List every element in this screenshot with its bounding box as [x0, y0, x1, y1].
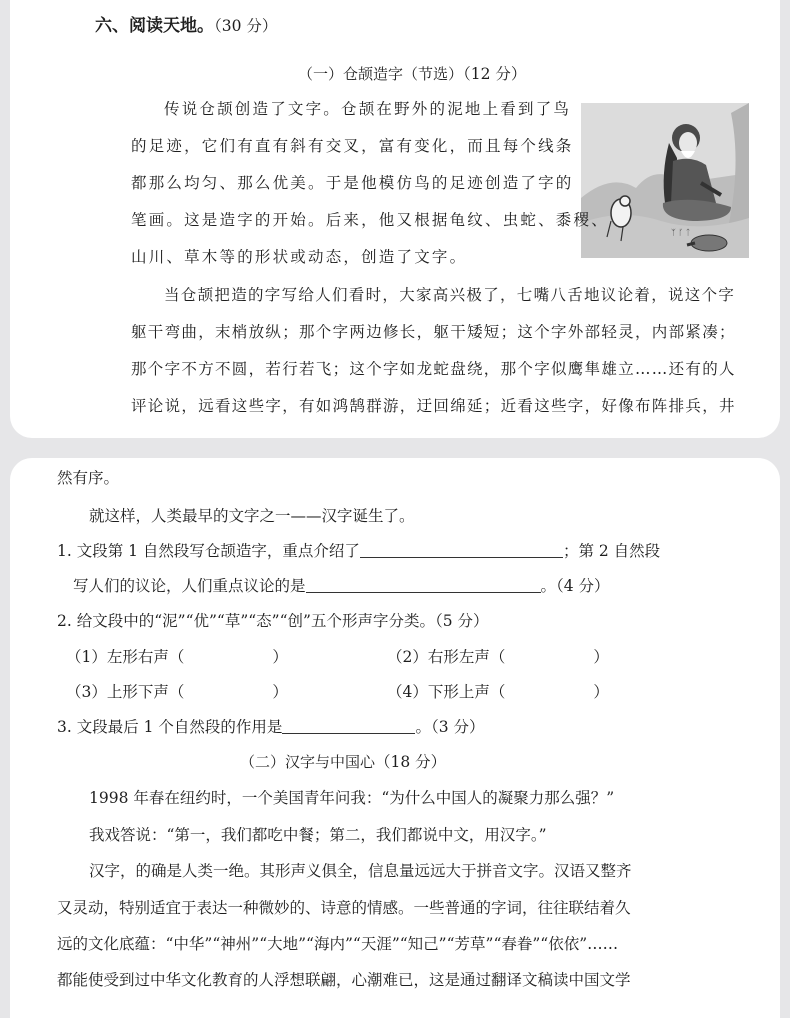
question-1-line-2 — [73, 576, 610, 596]
section-score: （30 分） — [214, 17, 278, 35]
passage2-line-6: 都能使受到过中华文化教育的人浮想联翩，心潮难已，这是通过翻译文稿读中国文学 — [57, 971, 631, 989]
option-2-close: ） — [593, 648, 609, 666]
passage2-score: （18 分） — [375, 753, 447, 771]
passage2-line-1: 1998 年春在纽约时，一个美国青年问我：“为什么中国人的凝聚力那么强？” — [89, 789, 615, 807]
p1-line-5: 山川、草木等的形状或动态，创造了文字。 — [131, 248, 468, 266]
p2-line-1: 当仓颉把造的字写给人们看时，大家高兴极了，七嘴八舌地议论着，说这个字 — [164, 286, 736, 304]
answer-slot-2-1[interactable] — [184, 648, 272, 664]
question-2-option-2 — [387, 647, 609, 667]
p1-line-2: 的足迹，它们有直有斜有交叉，富有变化，而且每个线条 — [131, 137, 574, 155]
passage2-title: （二）汉字与中国心 — [240, 753, 376, 771]
question-3-score: 。（3 分） — [415, 718, 485, 736]
answer-slot-2-3[interactable] — [184, 683, 272, 699]
svg-text:ᛉ ᚴ ᛏ: ᛉ ᚴ ᛏ — [671, 228, 691, 237]
answer-slot-2-2[interactable] — [505, 648, 593, 664]
question-1-line-1 — [57, 541, 660, 561]
answer-blank-1b[interactable] — [306, 576, 541, 593]
question-3-line — [57, 717, 484, 737]
p2-line-2: 躯干弯曲，末梢放纵；那个字两边修长，躯干矮短；这个字外部轻灵，内部紧凑； — [131, 323, 736, 341]
option-4-label: （4）下形上声（ — [387, 683, 506, 701]
p2-line-4: 评论说，远看这些字，有如鸿鹄群游，迂回绵延；近看这些字，好像布阵排兵，井 — [131, 397, 736, 415]
passage1-score: （12 分） — [463, 65, 527, 83]
passage2-line-2: 我戏答说：“第一，我们都吃中餐；第二，我们都说中文，用汉字。” — [89, 826, 547, 844]
option-1-close: ） — [272, 648, 288, 666]
section-title: 六、阅读天地。 — [95, 16, 214, 36]
p1-line-4: 笔画。这是造字的开始。后来，他又根据龟纹、虫蛇、黍稷、 — [131, 211, 609, 229]
question-1-text-b: ；第 2 自然段 — [562, 542, 661, 560]
passage1-heading — [298, 64, 526, 84]
question-2-option-3 — [66, 682, 288, 702]
question-2-option-4 — [387, 682, 609, 702]
passage2-line-5: 远的文化底蕴：“中华”“神州”“大地”“海内”“天涯”“知己”“芳草”“春眷”“依依”…… — [57, 935, 619, 953]
answer-slot-2-4[interactable] — [505, 683, 593, 699]
question-1-score: 。（4 分） — [540, 577, 610, 595]
cangjie-illustration — [581, 103, 749, 258]
question-2-option-1 — [66, 647, 288, 667]
p2-line-5: 然有序。 — [57, 469, 120, 487]
p3-line: 就这样，人类最早的文字之一——汉字诞生了。 — [89, 507, 415, 525]
option-1-label: （1）左形右声（ — [66, 648, 185, 666]
p1-line-3: 都那么均匀、那么优美。于是他模仿鸟的足迹创造了字的 — [131, 174, 574, 192]
passage2-line-4: 又灵动，特别适宜于表达一种微妙的、诗意的情感。一些普通的字词，往往联结着久 — [57, 899, 631, 917]
p1-line-1: 传说仓颉创造了文字。仓颉在野外的泥地上看到了鸟 — [164, 100, 572, 118]
question-3-text: 3. 文段最后 1 个自然段的作用是 — [57, 718, 283, 736]
answer-blank-3[interactable] — [282, 717, 415, 734]
question-2-text: 2. 给文段中的“泥”“优”“草”“态”“创”五个形声字分类。（5 分） — [57, 612, 489, 630]
answer-blank-1a[interactable] — [360, 541, 563, 558]
cangjie-drawing-icon — [581, 103, 749, 258]
question-1-text-c: 写人们的议论，人们重点议论的是 — [73, 577, 306, 595]
option-4-close: ） — [593, 683, 609, 701]
passage2-heading — [240, 752, 446, 772]
passage1-title: （一）仓颉造字（节选） — [298, 65, 464, 83]
p2-line-3: 那个字不方不圆，若行若飞；这个字如龙蛇盘绕，那个字似鹰隼雄立……还有的人 — [131, 360, 736, 378]
passage2-line-3: 汉字，的确是人类一绝。其形声义俱全，信息量远远大于拼音文字。汉语又整齐 — [89, 862, 632, 880]
option-2-label: （2）右形左声（ — [387, 648, 506, 666]
question-1-text: 1. 文段第 1 自然段写仓颉造字，重点介绍了 — [57, 542, 360, 560]
section-heading — [95, 16, 277, 36]
option-3-label: （3）上形下声（ — [66, 683, 185, 701]
option-3-close: ） — [272, 683, 288, 701]
